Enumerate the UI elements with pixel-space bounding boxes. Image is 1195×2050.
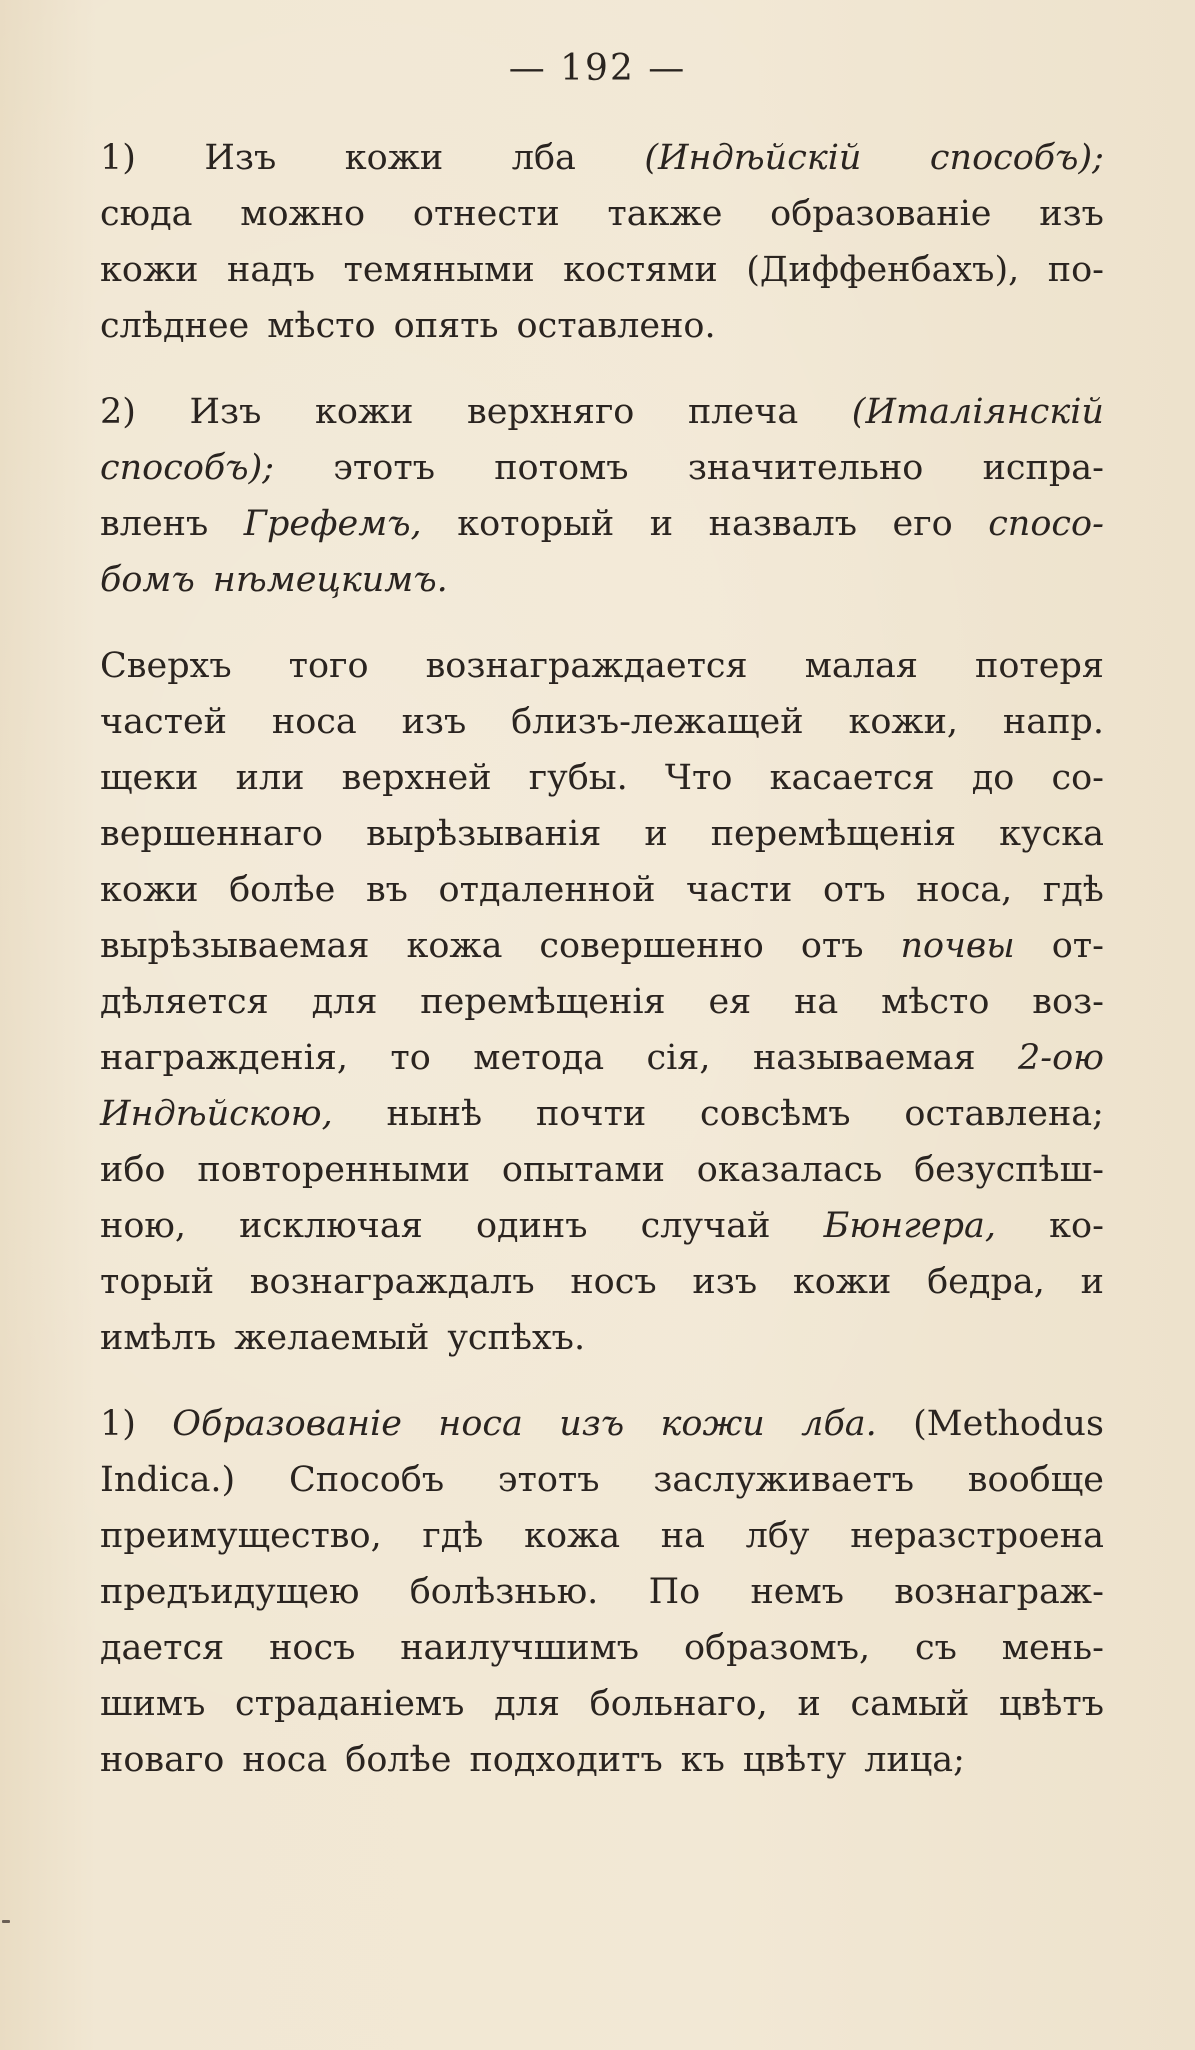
word: оказалась (696, 1150, 883, 1190)
text-line (100, 806, 1104, 862)
text-line (100, 242, 1104, 298)
word: верхней (341, 758, 492, 798)
word: цвѣту (742, 1740, 847, 1780)
word: ко- (1049, 1206, 1104, 1246)
word: изъ (692, 1262, 758, 1302)
word: оставлено. (516, 306, 716, 346)
word: ибо (100, 1150, 166, 1190)
word: отдаленной (438, 870, 656, 910)
word: перемѣщенія (420, 982, 666, 1022)
word: и (649, 504, 674, 544)
text-line (100, 1142, 1104, 1198)
text-line (100, 974, 1104, 1030)
word: По (648, 1572, 701, 1612)
word: вознаграждалъ (249, 1262, 535, 1302)
word: Что (664, 758, 733, 798)
word: кожи (314, 392, 414, 432)
word: вообще (967, 1460, 1104, 1500)
text-line (100, 384, 1104, 440)
word: для (494, 1684, 560, 1724)
word: от- (1051, 926, 1104, 966)
word: повторенными (197, 1150, 471, 1190)
word: кожа (524, 1516, 621, 1556)
word: успѣхъ. (447, 1318, 586, 1358)
word: слѣднее (100, 306, 250, 346)
word: носъ (269, 1628, 356, 1668)
word: 1) (100, 138, 136, 178)
word: 1) (100, 1404, 136, 1444)
text-line (100, 1030, 1104, 1086)
text-line (100, 186, 1104, 242)
word: лица; (864, 1740, 965, 1780)
word: верхняго (467, 392, 635, 432)
word: имѣлъ (100, 1318, 217, 1358)
word: случай (640, 1206, 771, 1246)
word: отъ (800, 926, 864, 966)
text-line (100, 496, 1104, 552)
margin-mark (2, 1920, 10, 1923)
text-line (100, 918, 1104, 974)
word: потомъ (494, 448, 629, 488)
word: опять (393, 306, 499, 346)
word: страданіемъ (235, 1684, 465, 1724)
word: который (457, 504, 615, 544)
word: сія, (646, 1038, 711, 1078)
word: до (971, 758, 1015, 798)
word: лба. (801, 1404, 877, 1444)
word: заслуживаетъ (653, 1460, 915, 1500)
word: костями (563, 250, 718, 290)
text-line (100, 130, 1104, 186)
word: (Индѣйскій (644, 138, 862, 178)
word: изъ (401, 702, 467, 742)
word: немъ (750, 1572, 844, 1612)
word: вершеннаго (100, 814, 324, 854)
word: подходитъ (469, 1740, 663, 1780)
word: ея (708, 982, 752, 1022)
word: кожи (344, 138, 444, 178)
word: вырѣзыванія (366, 814, 602, 854)
word: Грефемъ, (243, 504, 422, 544)
word: Бюнгера, (823, 1206, 996, 1246)
word: Способъ (288, 1460, 445, 1500)
word: Indica.) (100, 1460, 236, 1500)
word: кожи (100, 250, 199, 290)
paragraph (100, 384, 1104, 608)
word: гдѣ (1042, 870, 1104, 910)
word: напр. (1002, 702, 1104, 742)
word: болѣе (229, 870, 336, 910)
word: изъ (559, 1404, 625, 1444)
word: испра- (982, 448, 1104, 488)
word: неразстроена (850, 1516, 1104, 1556)
word: частей (100, 702, 228, 742)
word: по- (1047, 250, 1104, 290)
text-line (100, 862, 1104, 918)
word: Индѣйскою, (100, 1094, 333, 1134)
word: больнаго, (589, 1684, 768, 1724)
word: то (390, 1038, 431, 1078)
word: награжденія, (100, 1038, 348, 1078)
word: кожи (100, 870, 199, 910)
word: бедра, (927, 1262, 1045, 1302)
word: кожа (406, 926, 503, 966)
word: этотъ (333, 448, 435, 488)
word: дается (100, 1628, 225, 1668)
word: цвѣтъ (999, 1684, 1104, 1724)
word: можно (240, 194, 366, 234)
word: болѣе (345, 1740, 452, 1780)
word: преимущество, (100, 1516, 382, 1556)
word: сюда (100, 194, 193, 234)
word: совсѣмъ (700, 1094, 851, 1134)
word: спосо- (988, 504, 1104, 544)
word: носа, (916, 870, 1013, 910)
text-line (100, 1086, 1104, 1142)
word: куска (999, 814, 1104, 854)
word: назвалъ (708, 504, 857, 544)
word: вознаграждается (425, 646, 748, 686)
word: почти (535, 1094, 647, 1134)
word: 2-ою (1017, 1038, 1104, 1078)
word: 2) (100, 392, 136, 432)
word: ною, (100, 1206, 186, 1246)
word: лба (511, 138, 576, 178)
word: способъ); (100, 448, 275, 488)
word: почвы (900, 926, 1015, 966)
text-line (100, 1508, 1104, 1564)
text-line (100, 440, 1104, 496)
word: наилучшимъ (400, 1628, 640, 1668)
word: на (660, 1516, 705, 1556)
word: одинъ (475, 1206, 588, 1246)
word: къ (680, 1740, 725, 1780)
word: на (794, 982, 839, 1022)
word: губы. (528, 758, 628, 798)
word: (Диффенбахъ), (746, 250, 1020, 290)
word: мень- (1001, 1628, 1104, 1668)
word: оставлена; (904, 1094, 1104, 1134)
word: малая (804, 646, 918, 686)
word: предъидущею (100, 1572, 360, 1612)
text-line (100, 1310, 1104, 1366)
word: и (1080, 1262, 1104, 1302)
word: нѣмецкимъ. (212, 560, 448, 600)
paragraph (100, 638, 1104, 1366)
word: лбу (745, 1516, 810, 1556)
word: самый (850, 1684, 970, 1724)
word: метода (473, 1038, 605, 1078)
word: торый (100, 1262, 215, 1302)
text-line (100, 1732, 1104, 1788)
word: для (311, 982, 378, 1022)
text-line (100, 1198, 1104, 1254)
word: нынѣ (386, 1094, 483, 1134)
word: мѣсто (267, 306, 376, 346)
word: касается (769, 758, 935, 798)
word: потеря (975, 646, 1104, 686)
text-line (100, 1254, 1104, 1310)
word: образованіе (770, 194, 992, 234)
word: желаемый (234, 1318, 430, 1358)
word: (Италіянскій (851, 392, 1104, 432)
word: темяными (343, 250, 535, 290)
word: образомъ, (683, 1628, 871, 1668)
word: носа (438, 1404, 523, 1444)
word: кожи (660, 1404, 765, 1444)
word: и (797, 1684, 821, 1724)
word: способъ); (929, 138, 1104, 178)
word: мѣсто (881, 982, 990, 1022)
text-line (100, 1564, 1104, 1620)
word: близъ-лежащей (511, 702, 804, 742)
word: того (288, 646, 369, 686)
word: или (235, 758, 305, 798)
text-line (100, 552, 1104, 608)
word: щеки (100, 758, 199, 798)
word: этотъ (497, 1460, 600, 1500)
word: опытами (501, 1150, 665, 1190)
word: его (892, 504, 953, 544)
word: (Methodus (913, 1404, 1104, 1444)
word: безуспѣш- (914, 1150, 1104, 1190)
word: Изъ (189, 392, 262, 432)
word: части (686, 870, 793, 910)
word: шимъ (100, 1684, 206, 1724)
word: болѣзнью. (409, 1572, 599, 1612)
text-line (100, 298, 1104, 354)
word: носа (242, 1740, 328, 1780)
word: изъ (1039, 194, 1104, 234)
word: надъ (227, 250, 316, 290)
text-line (100, 1676, 1104, 1732)
word: отъ (822, 870, 886, 910)
word: въ (365, 870, 408, 910)
text-line (100, 1396, 1104, 1452)
word: вырѣзываемая (100, 926, 370, 966)
text-line (100, 1452, 1104, 1508)
word: Сверхъ (100, 646, 232, 686)
word: исключая (239, 1206, 423, 1246)
word: и (644, 814, 668, 854)
word: съ (915, 1628, 957, 1668)
word: Изъ (204, 138, 277, 178)
text-line (100, 1620, 1104, 1676)
word: совершенно (539, 926, 764, 966)
page-number: — 192 — (508, 48, 687, 89)
word: со- (1051, 758, 1104, 798)
word: бомъ (100, 560, 195, 600)
word: значительно (687, 448, 924, 488)
word: носъ (570, 1262, 657, 1302)
word: кожи, (848, 702, 959, 742)
word: Образованіе (172, 1404, 402, 1444)
word: также (607, 194, 723, 234)
word: перемѣщенія (710, 814, 957, 854)
text-body (100, 130, 1104, 1818)
text-line (100, 638, 1104, 694)
word: гдѣ (422, 1516, 484, 1556)
word: плеча (687, 392, 799, 432)
word: кожи (792, 1262, 892, 1302)
word: носа (271, 702, 357, 742)
word: новаго (100, 1740, 225, 1780)
text-line (100, 694, 1104, 750)
text-line (100, 750, 1104, 806)
word: вознаграж- (894, 1572, 1104, 1612)
word: воз- (1032, 982, 1104, 1022)
paragraph (100, 130, 1104, 354)
word: отнести (412, 194, 560, 234)
word: вленъ (100, 504, 209, 544)
paragraph (100, 1396, 1104, 1788)
word: называемая (752, 1038, 976, 1078)
word: дѣляется (100, 982, 269, 1022)
